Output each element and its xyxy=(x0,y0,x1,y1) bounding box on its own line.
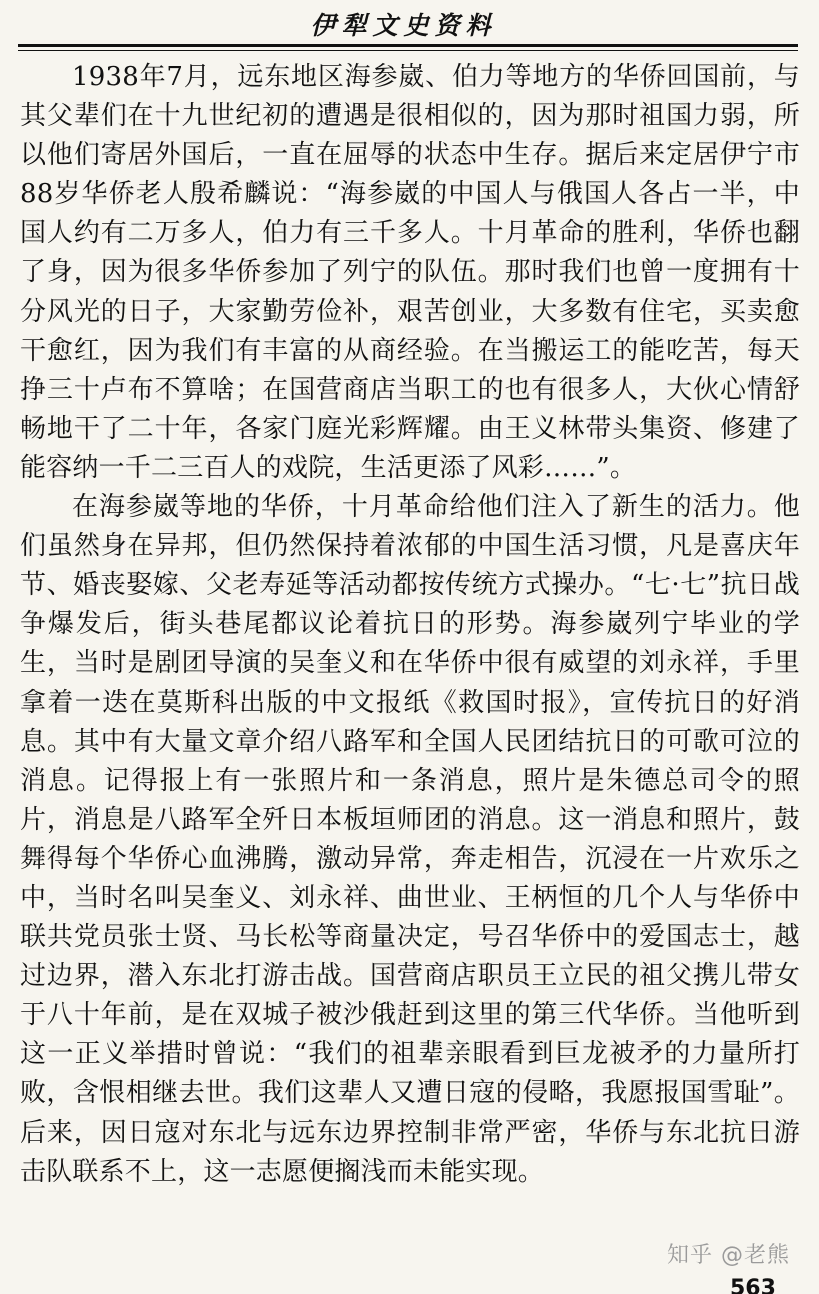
header-rule-thick xyxy=(18,44,798,47)
paragraph-1: 1938年7月，远东地区海参崴、伯力等地方的华侨回国前，与其父辈们在十九世纪初的遭遇是很相似的，因为那时祖国力弱，所以他们寄居外国后，一直在屈辱的状态中生存。据后来定居伊宁市88岁华侨老人殷希麟说：“海参崴的中国人与俄国人各占一半，中国人约有二万多人，伯力有三千多人。十月革命的胜利，华侨也翻了身，因为很多华侨参加了列宁的队伍。那时我们也曾一度拥有十分风光的日子，大家勤劳俭补，艰苦创业，大多数有住宅，买卖愈干愈红，因为我们有丰富的从商经验。在当搬运工的能吃苦，每天挣三十卢布不算啥；在国营商店当职工的也有很多人，大伙心情舒畅地干了二十年，各家门庭光彩辉耀。由王义林带头集资、修建了能容纳一千二三百人的戏院，生活更添了风彩……”。 xyxy=(20,62,800,483)
zhihu-watermark: 知乎 @老熊 xyxy=(667,1243,790,1268)
header-rule-thin xyxy=(18,50,798,51)
body-text xyxy=(20,58,800,1192)
running-header xyxy=(0,6,819,42)
paragraph-2: 在海参崴等地的华侨，十月革命给他们注入了新生的活力。他们虽然身在异邦，但仍然保持着浓郁的中国生活习惯，凡是喜庆年节、婚丧娶嫁、父老寿延等活动都按传统方式操办。“七·七”抗日战争爆发后，街头巷尾都议论着抗日的形势。海参崴列宁毕业的学生，当时是剧团导演的吴奎义和在华侨中很有威望的刘永祥，手里拿着一迭在莫斯科出版的中文报纸《救国时报》，宣传抗日的好消息。其中有大量文章介绍八路军和全国人民团结抗日的可歌可泣的消息。记得报上有一张照片和一条消息，照片是朱德总司令的照片，消息是八路军全歼日本板垣师团的消息。这一消息和照片，鼓舞得每个华侨心血沸腾，激动异常，奔走相告，沉浸在一片欢乐之中，当时名叫吴奎义、刘永祥、曲世业、王柄恒的几个人与华侨中联共党员张士贤、马长松等商量决定，号召华侨中的爱国志士，越过边界，潜入东北打游击战。国营商店职员王立民的祖父携儿带女于八十年前，是在双城子被沙俄赶到这里的第三代华侨。当他听到这一正义举措时曾说：“我们的祖辈亲眼看到巨龙被矛的力量所打败，含恨相继去世。我们这辈人又遭日寇的侵略，我愿报国雪耻”。后来，因日寇对东北与远东边界控制非常严密，华侨与东北抗日游击队联系不上，这一志愿便搁浅而未能实现。 xyxy=(20,492,800,1187)
page-number: 563 xyxy=(730,1276,776,1294)
header-title: 伊犁文史资料 xyxy=(310,11,497,40)
